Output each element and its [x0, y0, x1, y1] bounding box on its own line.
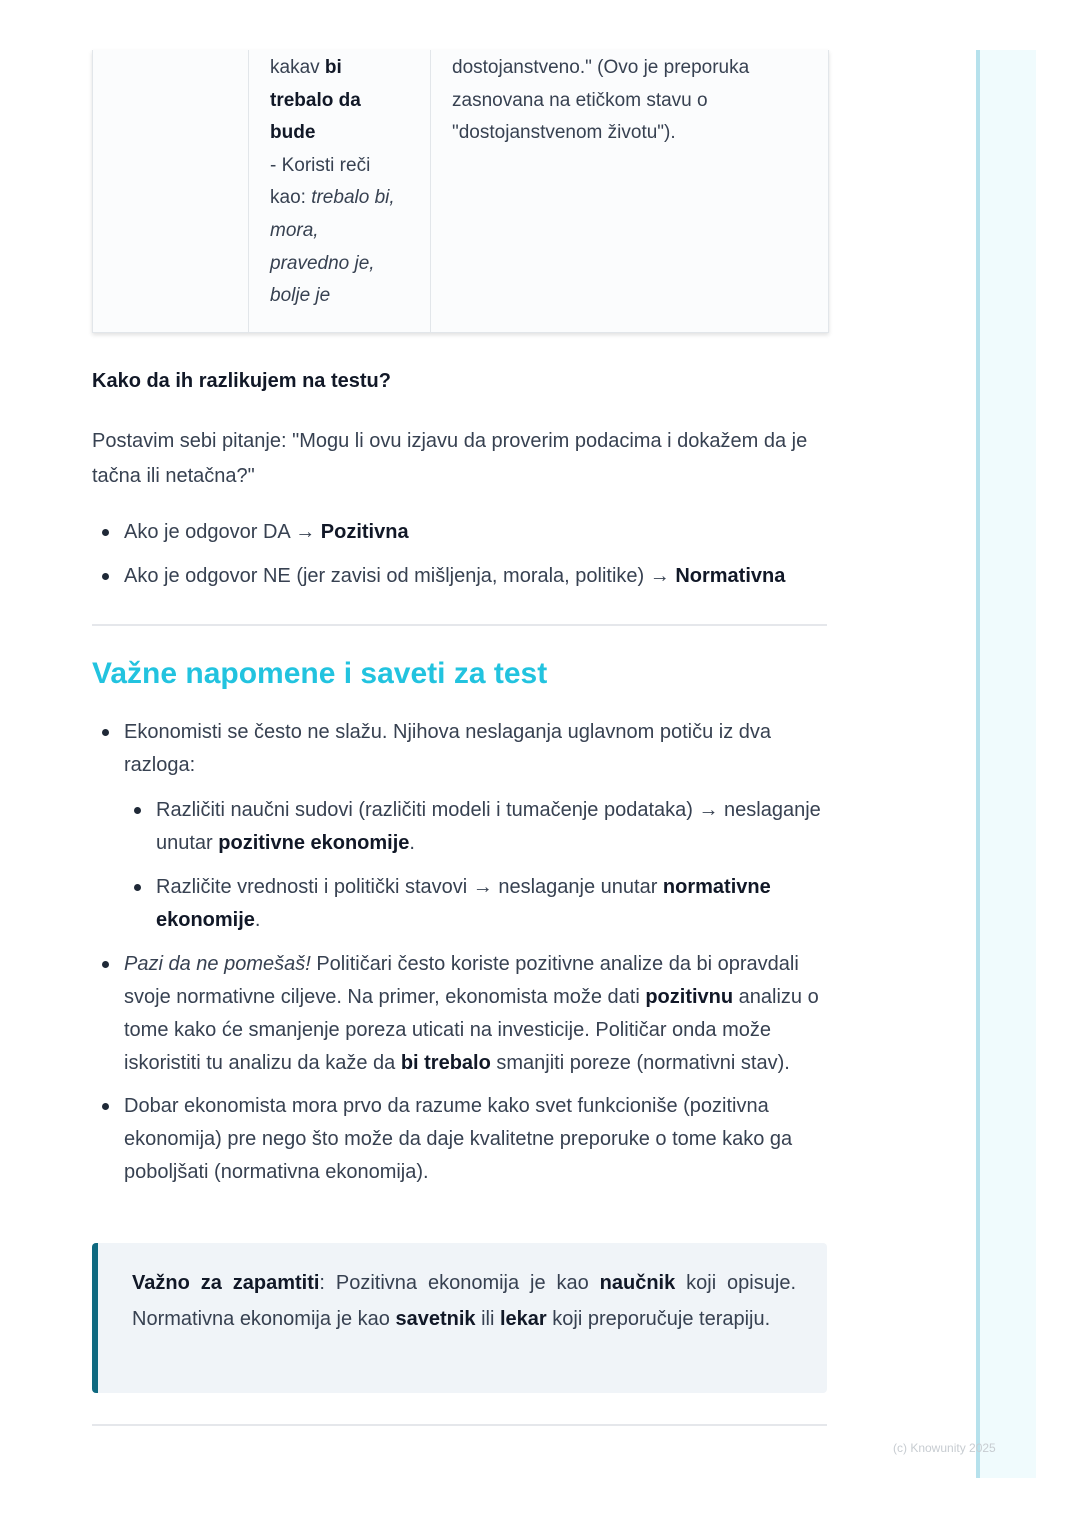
example-line: zasnovana na etičkom stavu o [452, 89, 708, 111]
list-item: Ako je odgovor NE (jer zavisi od mišljenja, morala, politike) → Normativna [92, 560, 832, 593]
example-line: "dostojanstvenom životu"). [452, 122, 676, 144]
list-item: Dobar ekonomista mora prvo da razume kako svet funkcioniše (pozitivna ekonomija) pre nego što može da daje kvalitetne preporuke o tome kako ga poboljšati (normativna ekonomija). [92, 1090, 832, 1189]
bottom-divider [92, 1424, 827, 1426]
definition-segment: bi [324, 57, 342, 78]
remember-text: Važno za zapamtiti: Pozitivna ekonomija je kao naučnik koji opisuje. Normativna ekonomija je kao savetnik ili lekar koji preporučuje terapiju. [132, 1272, 796, 1330]
definition-segment: bude [270, 122, 316, 144]
definition-line [270, 248, 420, 281]
definition-line [270, 280, 420, 313]
list-item: Pazi da ne pomešaš! Političari često koriste pozitivne analize da bi opravdali svoje normativne ciljeve. Na primer, ekonomista može dati pozitivnu analizu o tome kako će smanjenje poreza uticati na investicije. Političar onda može iskoristiti tu analizu da kaže da bi trebalo smanjiti poreze (normativni stav). [92, 948, 832, 1080]
definition-line [270, 85, 420, 118]
definition-line [270, 150, 420, 183]
distinguish-question: Postavim sebi pitanje: "Mogu li ovu izjavu da proverim podacima i dokažem da je tačna ili netačna?" [92, 430, 808, 487]
comparison-table [92, 50, 829, 333]
sub-list [124, 794, 832, 937]
definition-segment: pravedno je, [270, 252, 375, 274]
definition-line [270, 215, 420, 248]
definition-line [270, 52, 420, 85]
list-item: Različiti naučni sudovi (različiti modeli i tumačenje podataka) → neslaganje unutar pozitivne ekonomije. [124, 794, 832, 860]
copyright-footer: (c) Knowunity 2025 [893, 1441, 996, 1455]
answer-list [92, 516, 832, 604]
tips-list [92, 716, 832, 1199]
section-divider [92, 624, 827, 626]
definition-segment: mora, [270, 219, 319, 241]
example-line: dostojanstveno." (Ovo je preporuka [452, 57, 750, 78]
table-column-example [430, 50, 828, 332]
definition-segment: kakav [270, 57, 325, 78]
list-item: Različite vrednosti i politički stavovi → neslaganje unutar normativne ekonomije. [124, 871, 832, 937]
list-item: Ekonomisti se često ne slažu. Njihova neslaganja uglavnom potiču iz dva razloga: Različiti naučni sudovi (različiti modeli i tumačenje podataka) → neslaganje unutar pozitivne ekonomije. Različite vrednosti i politički stavovi → neslaganje unutar normativne ekonomije. [92, 716, 832, 937]
distinguish-heading: Kako da ih razlikujem na testu? [92, 370, 391, 392]
definition-line [270, 117, 420, 150]
definition-segment: - Koristi reči [270, 154, 371, 176]
definition-segment: trebalo da [270, 89, 361, 111]
remember-callout [92, 1243, 827, 1393]
table-column-definition [248, 50, 431, 332]
table-column-term [93, 50, 249, 332]
right-sidebar-panel [976, 50, 1036, 1478]
tips-heading: Važne napomene i saveti za test [92, 657, 548, 690]
definition-segment: bolje je [270, 285, 331, 307]
definition-segment: trebalo bi, [311, 187, 395, 209]
definition-segment: kao: [270, 187, 312, 209]
definition-cell [270, 52, 420, 313]
list-item: Ako je odgovor DA → Pozitivna [92, 516, 832, 549]
example-cell [452, 52, 802, 150]
definition-line [270, 182, 420, 215]
